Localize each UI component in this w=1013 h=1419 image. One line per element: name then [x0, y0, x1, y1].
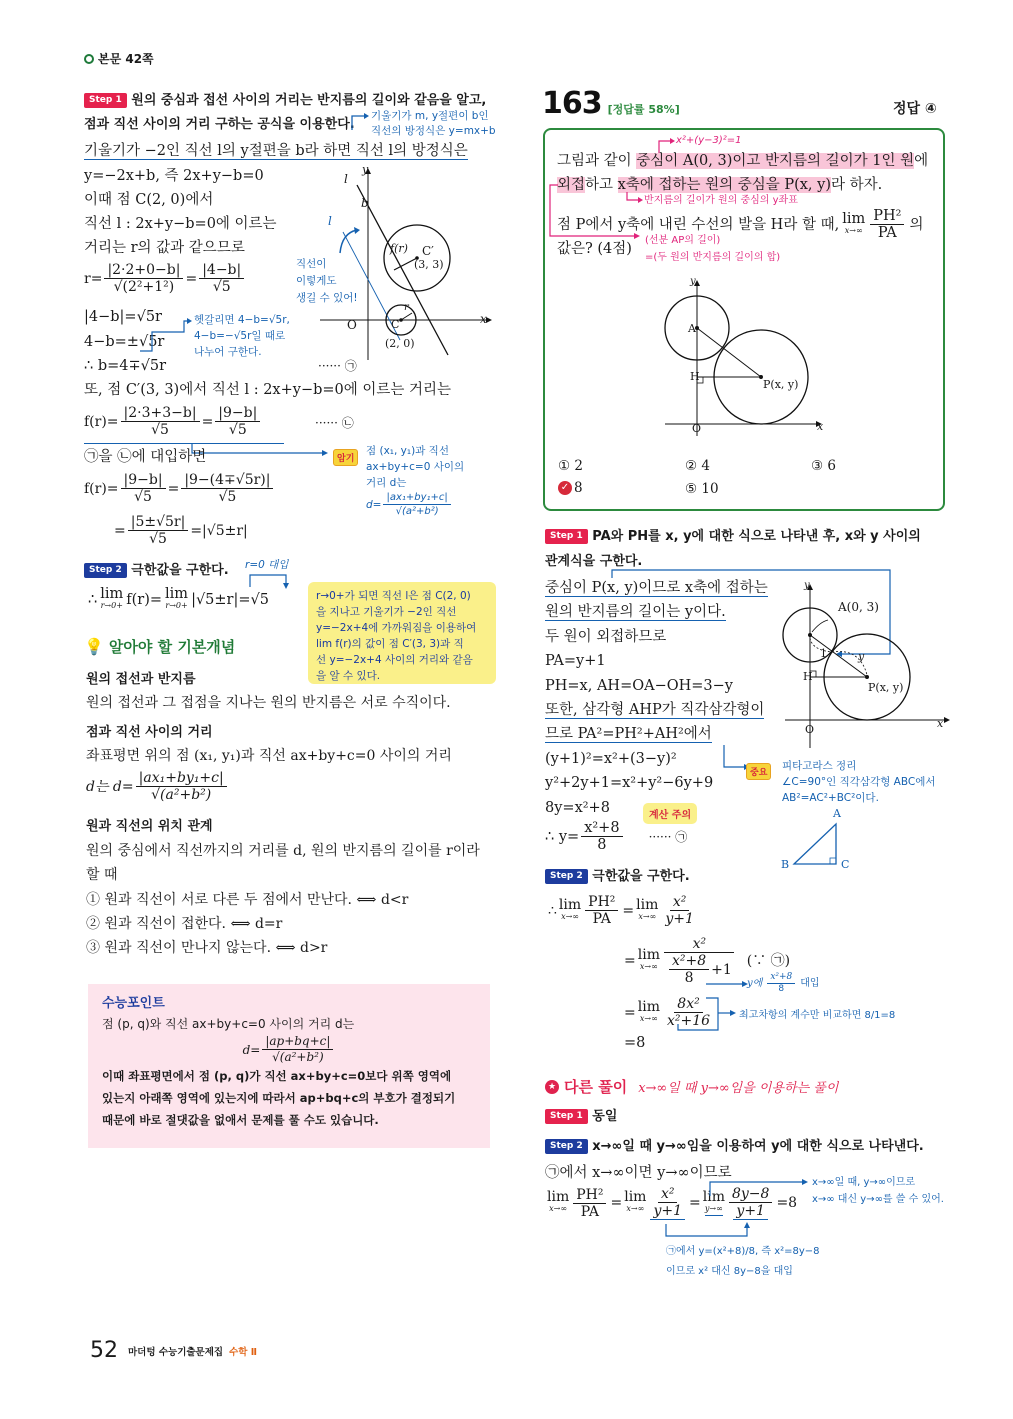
axis-x-label: x — [480, 312, 487, 326]
concept-3-item: ③ 원과 직선이 만나지 않는다. ⟺ d>r — [86, 940, 328, 956]
checkmark-icon: ✓ — [558, 481, 572, 495]
fig-x-label: x — [817, 420, 824, 433]
choice-2[interactable]: ② 4 — [685, 458, 710, 474]
fig-a-label: A — [688, 322, 696, 335]
important-badge-wrap — [746, 760, 771, 780]
right-step2-badge: Step 2 — [545, 869, 588, 884]
memorize-badge: 암기 — [333, 449, 358, 466]
problem-line-4: 값은? (4점) — [557, 241, 632, 257]
marker-1: ······ ㉠ — [318, 359, 357, 373]
sol-line: y²+2y+1=x²+y²−6y+9 — [545, 775, 714, 791]
substitute-arrow — [706, 980, 752, 990]
alt-step2: Step 2 x→∞일 때 y→∞임을 이용하여 y에 대한 식으로 나타낸다. — [545, 1138, 924, 1156]
f-equation-2: f(r)= $\frac{|9-b|}{√5}$ = $\frac{|9-(4\mp√5r)|}{√5}$ — [84, 472, 275, 505]
concept-3-item: ② 원과 직선이 접한다. ⟺ d=r — [86, 916, 283, 932]
concept-2-text: 좌표평면 위의 점 (x₁, y₁)과 직선 ax+by+c=0 사이의 거리 — [86, 748, 452, 764]
circle-outline-icon — [84, 54, 94, 64]
calc-note: 계산 주의 — [643, 803, 697, 824]
concept-3-text-b: 할 때 — [86, 867, 118, 883]
sol-line: PA=y+1 — [545, 653, 606, 669]
footer — [90, 1338, 257, 1363]
c-label: C — [391, 318, 400, 331]
arrow-connector — [350, 112, 370, 132]
subject-label: 수학 Ⅱ — [229, 1346, 257, 1358]
y-equation: ∴ y= $\frac{\text{x²+8}}{8}$ ······ ㉠ — [545, 820, 688, 853]
pm-equation: 4−b=±√5r — [84, 334, 165, 350]
book-title: 마더텅 수능기출문제집 — [128, 1346, 224, 1358]
fig2-p-label: P(x, y) — [868, 681, 904, 694]
alt-step2-badge: Step 2 — [545, 1139, 588, 1154]
sol-line: 원의 반지름의 길이는 y이다. — [545, 604, 726, 620]
text-line: 이때 점 C(2, 0)에서 — [84, 192, 214, 208]
coefficient-note: 최고차항의 계수만 비교하면 8/1=8 — [739, 1010, 896, 1021]
concept-3-title: 원과 직선의 위치 관계 — [86, 819, 213, 834]
concept-1-text: 원의 접선과 그 접점을 지나는 원의 반지름은 서로 수직이다. — [86, 695, 451, 711]
substitute-note: y에 $\frac{\text{x²+8}}{8}$ 대입 — [747, 972, 820, 994]
page-reference: 본문 42쪽 — [84, 50, 154, 67]
problem-line-1: 그림과 같이 중심이 A(0, 3)이고 반지름의 길이가 1인 원에 — [557, 153, 929, 169]
limit-row-2: = lim x→∞ x² $\frac{\text{x²+8}}{8}$ +1 (∵ ㉠) — [624, 936, 791, 986]
problem-header — [542, 86, 680, 121]
text-line: 직선 l : 2x+y−b=0에 이르는 — [84, 216, 277, 232]
right-step1-heading-2: 관계식을 구한다. — [545, 554, 643, 569]
limit-row-4: =8 — [624, 1035, 646, 1051]
r-equation: r= $\frac{|2\cdot 2+0-b|}{\text{√(2²+1²)}}$ = $\frac{|4-b|}{√5}$ — [84, 262, 246, 295]
concept-3-item: ① 원과 직선이 서로 다른 두 점에서 만난다. ⟺ d<r — [86, 892, 409, 908]
fig2-origin: O — [805, 723, 815, 736]
tri-a-label: A — [833, 807, 841, 820]
memorize-box — [333, 446, 358, 466]
choice-1[interactable]: ① 2 — [558, 458, 583, 474]
fig-origin: O — [692, 422, 702, 435]
star-circle-icon: ★ — [545, 1080, 559, 1094]
right-step1-badge: Step 1 — [545, 529, 588, 544]
fig2-y-radius: y — [858, 650, 865, 663]
csat-point-title: 수능포인트 — [102, 996, 165, 1011]
sol-line: 8y=x²+8 — [545, 800, 610, 816]
sol-line: 므로 PA²=PH²+AH²에서 — [545, 726, 712, 742]
alt-step1-badge: Step 1 — [545, 1109, 588, 1124]
coefficient-bracket — [676, 996, 740, 1036]
confuse-note: 헷갈리면 4−b=√5r, 4−b=−√5r일 때로 나누어 구한다. — [194, 314, 290, 358]
choice-4[interactable]: ✓ 8 — [558, 480, 583, 496]
page-number: 52 — [90, 1338, 118, 1363]
substitute-line: ㉠을 ㉡에 대입하면 — [84, 449, 207, 465]
text-line: 기울기가 −2인 직선 l의 y절편을 b라 하면 직선 l의 방정식은 — [84, 143, 468, 159]
problem-line-2: 외접하고 x축에 접하는 원의 중심을 P(x, y)라 하자. — [557, 177, 883, 193]
sol-line: PH=x, AH=OA−OH=3−y — [545, 678, 733, 694]
alt-bottom-connector — [664, 1222, 754, 1242]
sol-line: (y+1)²=x²+(3−y)² — [545, 751, 677, 767]
alt-step1: Step 1 동일 — [545, 1108, 617, 1126]
csat-point-box: 수능포인트 점 (p, q)와 직선 ax+by+c=0 사이의 거리 d는 d= $\frac{|ap+bq+c|}{\text{√(a²+b²)}}$ 이때 좌표평면에서 점 (p, q)가 직선 ax+by+c=0보다 위쪽 영역에 있는지 아래쪽 영역에 있는지에 따라서 ap+bq+c의 부호가 결정되기 때문에 바로 절댓값을 없애서 문제를 풀 수도 있습니다. — [88, 984, 490, 1148]
fig-y-label: y — [690, 276, 696, 287]
fig2-y-label: y — [804, 580, 810, 591]
fr-label: f(r) — [390, 242, 408, 255]
radius-r-label: r — [404, 302, 409, 313]
memorize-note: 점 (x₁, y₁)과 직선 ax+by+c=0 사이의 거리 d는 d= $\frac{\text{|ax₁+by₁+c|}}{\text{√(a²+b²)}}$ — [366, 445, 465, 517]
fig2-a-label: A(0, 3) — [838, 600, 879, 614]
step1-badge: Step 1 — [84, 93, 127, 108]
sol-line: 또한, 삼각형 AHP가 직각삼각형이 — [545, 702, 765, 718]
intercept-b-label: b — [361, 196, 369, 210]
ap-length-note: (선분 AP의 길이) =(두 원의 반지름의 길이의 합) — [645, 235, 781, 263]
sol-line: 중심이 P(x, y)이므로 x축에 접하는 — [545, 580, 768, 596]
concept-1-title: 원의 접선과 반지름 — [86, 672, 196, 687]
sol-line: 두 원이 외접하므로 — [545, 629, 667, 645]
marker-2: ······ ㉡ — [315, 416, 354, 430]
alt-equation: lim x→∞ $\frac{\text{PH²}}{PA}$ = lim x→∞ $\frac{\text{x²}}{y+1}$ = lim y→∞ $\frac{8y-8}{y+1}$ =8 — [547, 1186, 798, 1220]
c-coord: (2, 0) — [385, 337, 415, 350]
problem-line-3: 점 P에서 y축에 내린 수선의 발을 H라 할 때, lim x→∞ $\frac{\text{PH²}}{PA}$ 의 — [557, 208, 924, 241]
tri-c-label: C — [841, 858, 850, 871]
b-equation: ∴ b=4∓√5r — [84, 358, 167, 374]
important-badge: 중요 — [746, 763, 771, 780]
step2-heading: Step 2 극한값을 구한다. — [84, 562, 229, 580]
tri-b-label: B — [781, 858, 790, 871]
graph-note: 직선이 이렇게도 생길 수 있어! — [296, 258, 358, 304]
r-zero-note: r=0 대입 — [245, 559, 289, 571]
problem-number: 163 — [542, 86, 602, 121]
memorize-connector — [190, 443, 330, 457]
line-equation-note: 기울기가 m, y절편이 b인 직선의 방정식은 y=mx+b — [371, 110, 496, 137]
also-line: 또, 점 C′(3, 3)에서 직선 l : 2x+y−b=0에 이르는 거리는 — [84, 382, 452, 398]
choice-3[interactable]: ③ 6 — [811, 458, 836, 474]
pink-bracket — [546, 183, 646, 243]
fig2-x-label: x — [937, 717, 944, 730]
problem-figure — [660, 278, 830, 448]
lightbulb-icon: 💡 — [84, 637, 104, 656]
origin-label: O — [347, 318, 357, 332]
line-l-alt-label: l — [328, 214, 332, 228]
alt-line-1: ㉠에서 x→∞이면 y→∞이므로 — [545, 1165, 732, 1181]
right-step2-heading: Step 2 극한값을 구한다. — [545, 868, 690, 886]
concept-heading: 💡 알아야 할 기본개념 — [84, 637, 236, 656]
cprime-coord: (3, 3) — [414, 258, 444, 271]
abs-equation: |4−b|=√5r — [84, 309, 162, 325]
line-l-label: l — [344, 172, 348, 186]
step1-heading-2: 점과 직선 사이의 거리 구하는 공식을 이용한다. — [84, 117, 355, 132]
alt-bottom-note: ㉠에서 y=(x²+8)/8, 즉 x²=8y−8 이므로 x² 대신 8y−8을 대입 — [666, 1246, 820, 1277]
axis-y-label: y — [362, 163, 369, 176]
concept-3-text: 원의 중심에서 직선까지의 거리를 d, 원의 반지름의 길이를 r이라 — [86, 843, 480, 859]
fig2-one-label: 1 — [820, 647, 827, 660]
limit-row-1: ∴ lim x→∞ $\frac{\text{PH²}}{PA}$ = lim x→∞ $\frac{\text{x²}}{y+1}$ — [548, 894, 694, 927]
limit-row-3: = lim x→∞ $\frac{\text{8x²}}{\text{x²+16}}$ — [624, 996, 711, 1029]
f-equation-3: = $\frac{|5\pm√5r|}{√5}$ =|√5±r| — [114, 514, 248, 547]
cprime-label: C′ — [422, 244, 434, 258]
concept-2-title: 점과 직선 사이의 거리 — [86, 725, 213, 740]
fig-h-label: H — [690, 370, 700, 383]
alt-top-connector — [708, 1178, 812, 1198]
limit-equation: ∴ lim r→0+ f(r)= lim r→0+ |√5±r|=√5 — [88, 586, 269, 610]
fig2-h-label: H — [803, 670, 813, 683]
explanation-note: r→0+가 되면 직선 l은 점 C(2, 0) 을 지나고 기울기가 −2인 직선 y=−2x+4에 가까워짐을 이용하여 lim f(r)의 값이 점 C′(3, 3)과 직 선 y=−2x+4 사이의 거리와 같음 을 알 수 있다. — [308, 582, 496, 684]
step1-heading: Step 1 원의 중심과 접선 사이의 거리는 반지름의 길이와 같음을 알고, — [84, 92, 486, 110]
answer-label: 정답 ④ — [893, 101, 937, 117]
bracket-connector — [140, 318, 192, 354]
fig-p-label: P(x, y) — [763, 378, 799, 391]
r-zero-arrow — [248, 573, 292, 589]
circle-equation-note: x²+(y−3)²=1 — [676, 135, 742, 146]
alt-top-note: x→∞일 때, y→∞이므로 x→∞ 대신 y→∞를 쓸 수 있어. — [812, 1177, 944, 1205]
text-line: y=−2x+b, 즉 2x+y−b=0 — [84, 168, 264, 184]
pythagoras-note: 피타고라스 정리 ∠C=90°인 직각삼각형 ABC에서 AB²=AC²+BC²이다. — [782, 760, 936, 804]
radius-note: 반지름의 길이가 원의 중심의 y좌표 — [644, 195, 798, 206]
step2-badge: Step 2 — [84, 563, 127, 578]
f-equation: f(r)= $\frac{|2\cdot 3+3-b|}{√5}$ = $\frac{|9-b|}{√5}$ — [84, 405, 262, 438]
text-line: 거리는 r의 값과 같으므로 — [84, 240, 245, 256]
alt-heading: ★ 다른 풀이 x→∞일 때 y→∞임을 이용하는 풀이 — [545, 1076, 838, 1097]
choice-5[interactable]: ⑤ 10 — [685, 481, 719, 497]
concept-2-formula: d는 d= $\frac{\text{|ax₁+by₁+c|}}{\text{√(a²+b²)}}$ — [86, 770, 229, 803]
right-step1-heading: Step 1 PA와 PH를 x, y에 대한 식으로 나타낸 후, x와 y 사이의 — [545, 528, 921, 546]
accuracy-rate: [정답률 58%] — [607, 103, 680, 116]
